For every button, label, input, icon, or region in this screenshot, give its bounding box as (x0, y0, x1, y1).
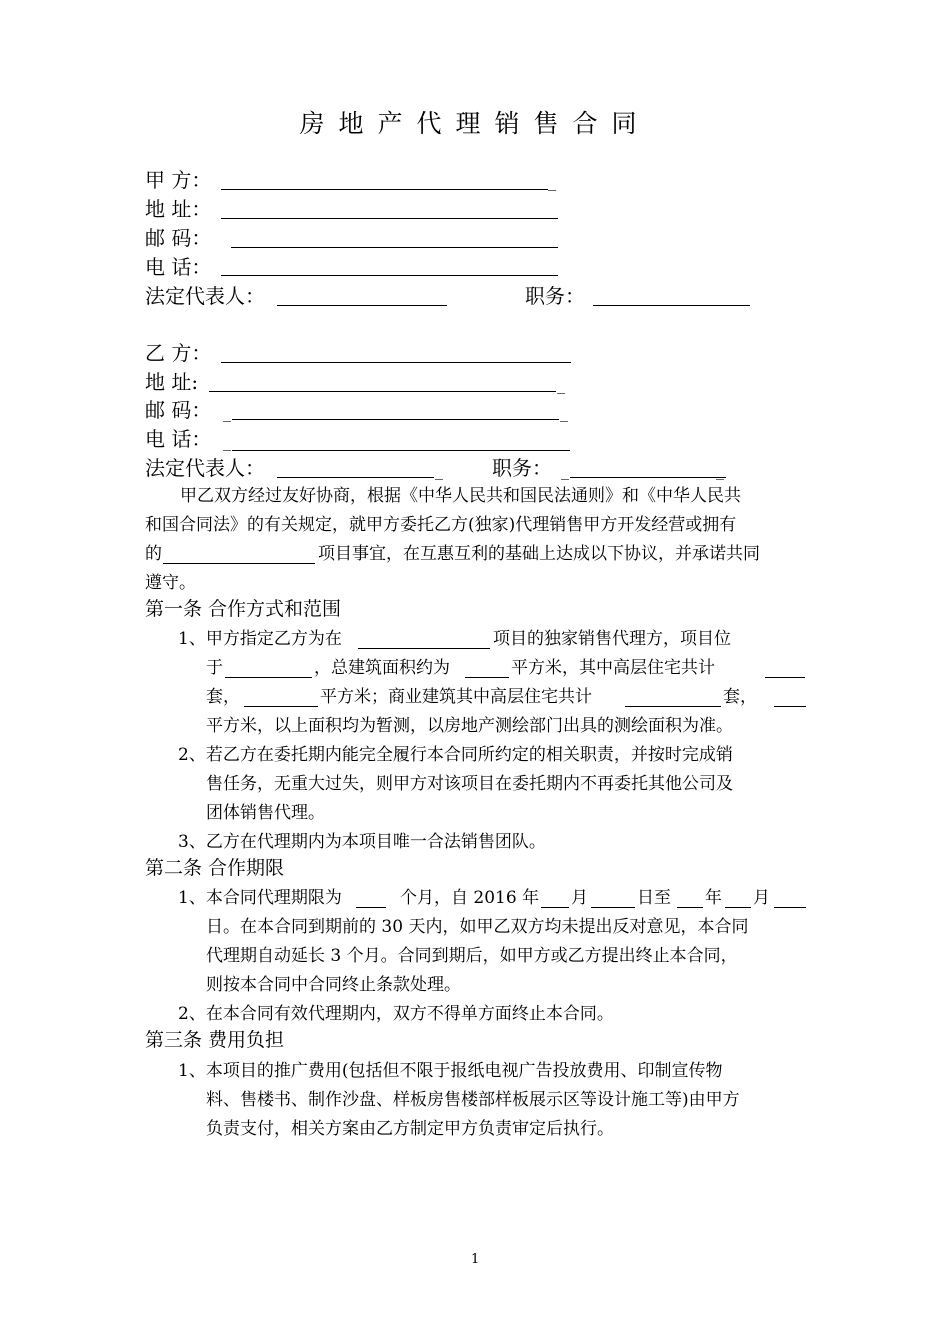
clause-text: 月 (753, 888, 770, 908)
clause-text: 日至 (637, 888, 671, 908)
party-a-phone-field[interactable] (221, 275, 558, 276)
party-b-position-label: 职务： (492, 456, 552, 480)
party-a-name-field[interactable] (221, 189, 548, 190)
article-heading: 第一条 合作方式和范围 (145, 598, 342, 620)
clause-text: 月 (571, 888, 588, 908)
page-number: 1 (471, 1252, 480, 1267)
underscore-mark: _ (435, 461, 443, 480)
preamble-line: 的 (145, 544, 162, 564)
party-a-rep-label: 法定代表人： (145, 284, 265, 308)
party-a-address-label: 地 址： (145, 197, 212, 221)
clause-text: ，总建筑面积约为 (314, 658, 450, 678)
party-b-phone-label: 电 话： (145, 427, 212, 451)
clause-text: 平方米；商业建筑其中高层住宅共计 (320, 687, 592, 707)
clause-text: 料、售楼书、制作沙盘、样板房售楼部样板展示区等设计施工等)由甲方 (206, 1090, 740, 1110)
underscore-mark: _ (561, 461, 569, 480)
start-day-field[interactable] (591, 907, 635, 908)
party-b-name-label: 乙 方： (145, 341, 212, 365)
clause-text: 2、若乙方在委托期内能完全履行本合同所约定的相关职责，并按时完成销 (178, 745, 733, 765)
start-month-field[interactable] (541, 907, 569, 908)
party-b-address-label: 地 址: (145, 370, 199, 394)
clause-text: 售任务，无重大过失，则甲方对该项目在委托期内不再委托其他公司及 (206, 774, 733, 794)
party-b-name-field[interactable] (221, 362, 571, 363)
preamble-line: 和国合同法》的有关规定，就甲方委托乙方(独家)代理销售甲方开发经营或拥有 (145, 515, 737, 535)
clause-text: 套， (206, 687, 240, 707)
party-a-position-field[interactable] (593, 305, 750, 306)
clause-text: 年 (705, 888, 722, 908)
clause-text: 代理期自动延长 3 个月。合同到期后，如甲方或乙方提出终止本合同， (206, 946, 738, 966)
clause-text: 于 (206, 658, 223, 678)
party-a-postcode-label: 邮 码： (145, 226, 212, 250)
residential-units-field[interactable] (765, 677, 805, 678)
underscore-mark: _ (223, 403, 231, 422)
party-b-postcode-field[interactable] (232, 419, 559, 420)
underscore-mark: _ (560, 403, 568, 422)
party-a-postcode-field[interactable] (231, 247, 558, 248)
clause-text: 平方米，其中高层住宅共计 (511, 658, 715, 678)
residential-area-field[interactable] (244, 706, 318, 707)
clause-text: 套， (723, 687, 757, 707)
preamble-line: 项目事宜，在互惠互利的基础上达成以下协议，并承诺共同 (318, 544, 760, 564)
clause-text: 日。在本合同到期前的 30 天内，如甲乙双方均未提出反对意见，本合同 (206, 917, 749, 937)
article-heading: 第二条 合作期限 (145, 857, 285, 879)
project-name-field[interactable] (163, 563, 315, 564)
underscore-mark: _ (716, 461, 724, 480)
end-month-field[interactable] (725, 907, 751, 908)
clause-text: 平方米，以上面积均为暂测，以房地产测绘部门出具的测绘面积为准。 (206, 716, 733, 736)
clause-text: 项目的独家销售代理方，项目位 (493, 629, 731, 649)
party-a-position-label: 职务： (525, 284, 585, 308)
party-a-phone-label: 电 话： (145, 255, 212, 279)
page-title: 房地产代理销售合同 (299, 109, 651, 138)
total-area-field[interactable] (465, 677, 509, 678)
location-field[interactable] (225, 677, 312, 678)
project-location-field[interactable] (358, 648, 490, 649)
clause-text: 则按本合同中合同终止条款处理。 (206, 975, 461, 995)
commercial-area-field[interactable] (774, 706, 806, 707)
clause-text: 团体销售代理。 (206, 803, 325, 823)
underscore-mark: _ (557, 375, 565, 394)
clause-text: 1、甲方指定乙方为在 (178, 629, 342, 649)
clause-text: 2、在本合同有效代理期内，双方不得单方面终止本合同。 (178, 1004, 614, 1024)
clause-text: 3、乙方在代理期内为本项目唯一合法销售团队。 (178, 832, 546, 852)
months-field[interactable] (356, 907, 386, 908)
clause-text: 1、本项目的推广费用(包括但不限于报纸电视广告投放费用、印制宣传物 (178, 1061, 723, 1081)
article-heading: 第三条 费用负担 (145, 1029, 285, 1051)
party-b-position-field[interactable] (570, 477, 726, 478)
party-a-address-field[interactable] (221, 218, 558, 219)
party-b-postcode-label: 邮 码： (145, 398, 212, 422)
commercial-units-field[interactable] (625, 706, 721, 707)
clause-text: 1、本合同代理期限为 (178, 888, 342, 908)
end-year-field[interactable] (677, 907, 703, 908)
party-a-rep-field[interactable] (277, 305, 447, 306)
clause-text: 个月，自 2016 年 (400, 888, 540, 908)
party-b-rep-label: 法定代表人： (145, 456, 265, 480)
clause-text: 负责支付，相关方案由乙方制定甲方负责审定后执行。 (206, 1119, 614, 1139)
preamble-line: 遵守。 (145, 573, 196, 593)
end-day-field[interactable] (774, 907, 806, 908)
party-a-name-label: 甲 方： (145, 168, 212, 192)
preamble-line: 甲乙双方经过友好协商，根据《中华人民共和国民法通则》和《中华人民共 (180, 486, 741, 506)
party-b-rep-field[interactable] (277, 477, 434, 478)
party-b-address-field[interactable] (209, 391, 556, 392)
party-b-phone-field[interactable] (232, 450, 570, 451)
underscore-mark: _ (548, 172, 556, 191)
underscore-mark: _ (223, 432, 231, 451)
